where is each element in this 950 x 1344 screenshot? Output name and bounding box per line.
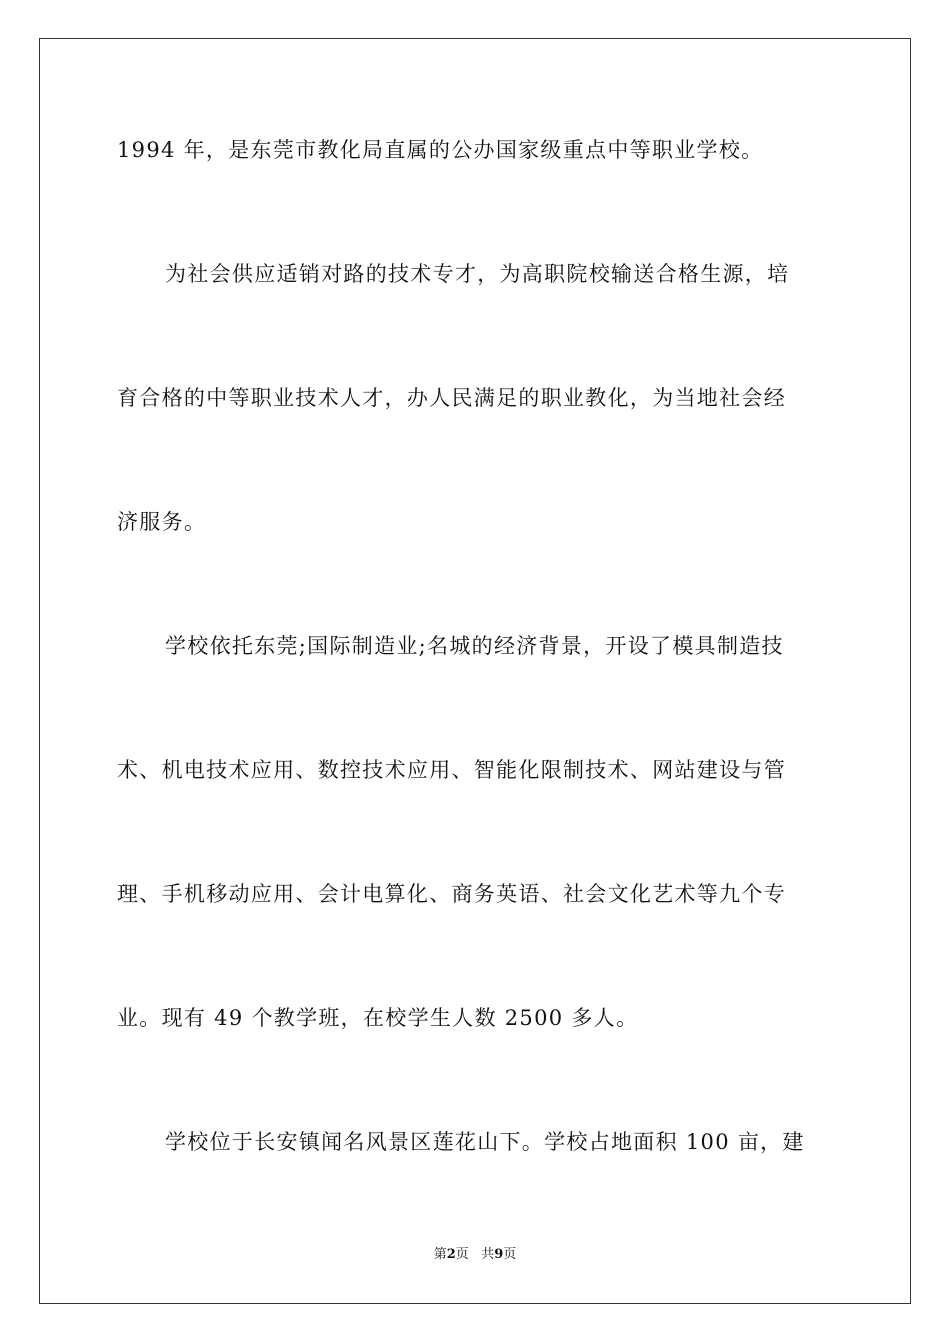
- text-line-4: 济服务。: [117, 510, 207, 534]
- page-border: [39, 38, 911, 1304]
- total-prefix: 共: [481, 1247, 495, 1262]
- page-prefix: 第: [433, 1247, 447, 1262]
- text-line-3: 育合格的中等职业技术人才，办人民满足的职业教化，为当地社会经: [117, 386, 786, 410]
- text-line-9: 学校位于长安镇闻名风景区莲花山下。学校占地面积 100 亩，建: [165, 1130, 805, 1154]
- text-line-5: 学校依托东莞;国际制造业;名城的经济背景，开设了模具制造技: [165, 634, 784, 658]
- text-line-1: 1994 年，是东莞市教化局直属的公办国家级重点中等职业学校。: [117, 138, 764, 162]
- page-total: 9: [494, 1247, 504, 1262]
- text-line-6: 术、机电技术应用、数控技术应用、智能化限制技术、网站建设与管: [117, 758, 786, 782]
- text-line-8: 业。现有 49 个教学班，在校学生人数 2500 多人。: [117, 1006, 639, 1030]
- total-suffix: 页: [503, 1247, 517, 1262]
- page-footer: [0, 1246, 950, 1264]
- text-line-7: 理、手机移动应用、会计电算化、商务英语、社会文化艺术等九个专: [117, 882, 786, 906]
- text-line-2: 为社会供应适销对路的技术专才，为高职院校输送合格生源，培: [165, 262, 790, 286]
- page-suffix: 页: [455, 1247, 469, 1262]
- page-current: 2: [446, 1247, 456, 1262]
